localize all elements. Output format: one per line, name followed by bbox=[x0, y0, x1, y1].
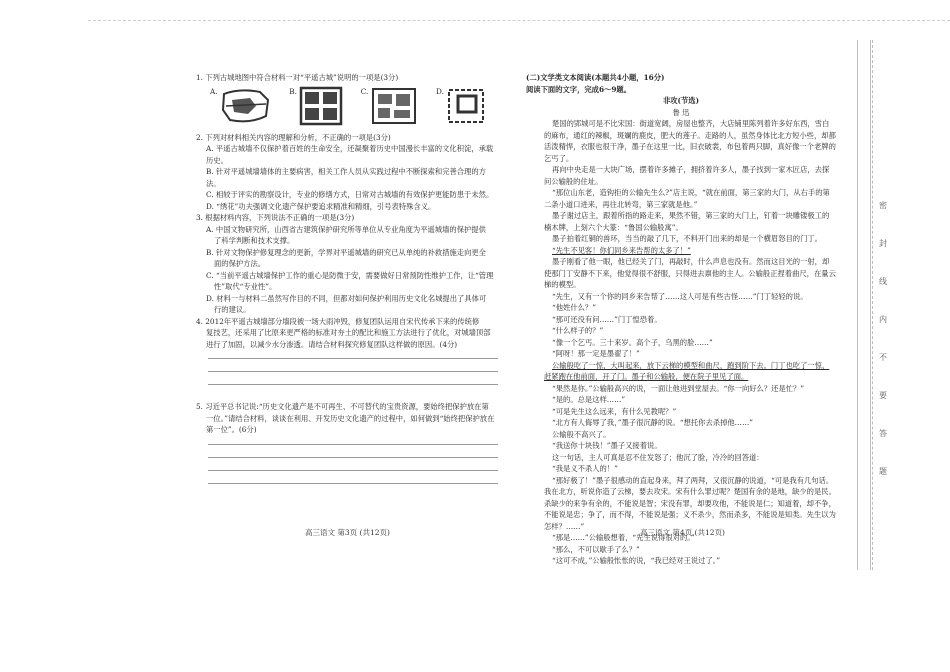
q2-option-c: C. 相较于评实的勘察设计，专业的修缮方式，日常对古城墙的有效保护更能防患于未然。 bbox=[206, 190, 494, 199]
map-option-c-label: C. bbox=[360, 86, 369, 96]
q4-line: 复技艺，还采用了比原来更严格的标准对夯土的配比和施工方法进行了优化，对城墙顶部 bbox=[206, 328, 491, 337]
passage-paragraph: “那好极了！”墨子很感动的直起身来，拜了两拜，又很沉静的说道，“可是我有几句话。我在北方，听说你造了云梯，要去攻宋。宋有什么罪过呢？楚国有余的是地，缺少的是民。杀缺少的来争有余的，不能说是智；宋没有罪，却要攻他，不能说是仁；知道着，却不争，不能说是忠；争了，而不得，不能说是强；义不杀少，然而杀多，不能说是知类。先生以为怎样？……” bbox=[544, 475, 836, 531]
map-b-icon bbox=[299, 86, 343, 126]
passage-paragraph: “是的。总是这样……” bbox=[552, 395, 626, 404]
seal-char: 不 bbox=[879, 353, 887, 362]
q3-line: 行的建议。 bbox=[214, 305, 251, 314]
passage-paragraph: “那可还没有问……”门丁惶恐着。 bbox=[552, 314, 662, 324]
section-heading: (二)文学类文本阅读(本题共4小题，16分) bbox=[526, 73, 665, 82]
passage-paragraph: “那么，不可以歇手了么？” bbox=[552, 544, 640, 554]
map-option-a-label: A. bbox=[210, 86, 218, 96]
q2-option-d: D. “绣花”功夫强调文化遗产保护要追求精准和精细，引号表特殊含义。 bbox=[206, 201, 436, 211]
passage-paragraph: “先生，又有一个你的同乡来告帮了……这人可是有些古怪……”门丁轻轻的说。 bbox=[552, 291, 808, 301]
q4-line: 4. 2012年平遥古城墙部分墙段被一场大雨冲毁，修复团队运用自宋代传承下来的传统修 bbox=[196, 316, 480, 326]
q2-option-b: B. 针对平遥城墙墙体的主要病害，相关工作人员从实践过程中不断探索和完善合理的方法。 bbox=[206, 167, 486, 188]
map-option-a bbox=[210, 86, 272, 130]
passage-paragraph: “阿呀！那一定是墨翟了！” bbox=[552, 349, 640, 358]
seal-line-notice bbox=[875, 200, 891, 504]
passage-paragraph: “可是先生这么远来，有什么见教呢？” bbox=[552, 406, 677, 416]
q3-line: 面的保护方法。 bbox=[214, 259, 266, 268]
q5-line: 一位。”请结合材料，谈谈在利用、开发历史文化遗产的过程中，如何做到“始终把保护放在 bbox=[206, 413, 495, 423]
q3-line: D. 材料一与材料二虽然写作目的不同，但都对如何保护利用历史文化名城提出了具体可 bbox=[206, 293, 487, 303]
right-page-footer: 高三语文 第4页 (共12页) bbox=[640, 528, 725, 537]
q3-line: C. “当前平遥古城墙保护工作的重心是防微于安，需要做好日常预防性维护工作，让“管理 bbox=[206, 270, 494, 280]
passage-paragraph: 这一句话，主人可真是忍不住发怒了；他沉了脸，冷冷的回答道： bbox=[552, 452, 764, 462]
q3-stem: 3. 根据材料内容，下列说法不正确的一项是(3分) bbox=[196, 213, 355, 222]
passage-title: 非攻(节选) bbox=[662, 96, 700, 105]
q1-maps bbox=[196, 84, 498, 132]
answer-line[interactable] bbox=[208, 462, 498, 471]
passage-paragraph: “像一个乞丐。三十来岁。高个子，乌黑的脸……” bbox=[552, 337, 713, 347]
seal-char: 线 bbox=[879, 277, 887, 286]
q3-line: 了科学判断和技术支撑。 bbox=[214, 236, 295, 245]
seal-dashed-line bbox=[872, 40, 873, 570]
passage-paragraph: “那位山东老，造钩拒的公输先生么?”店主说，“就在前面，第三家的大门，从右手的第二条小道口进来，再往北转弯，第三家就是他。” bbox=[544, 188, 830, 209]
seal-char: 答 bbox=[879, 429, 887, 438]
seal-char: 封 bbox=[879, 239, 887, 248]
map-option-b bbox=[289, 86, 343, 130]
passage-paragraph: 墨子拍着红铜的兽环，当当的敲了几下，不料开门出来的却是一个横眉怒目的门丁。 bbox=[552, 234, 822, 243]
map-option-c bbox=[361, 86, 419, 130]
passage-paragraph: “北方有人侮辱了我，”墨子很沉静的说。“想托你去杀掉他……” bbox=[552, 418, 753, 427]
answer-line[interactable] bbox=[208, 436, 498, 445]
left-page-footer: 高三语文 第3页 (共12页) bbox=[305, 528, 390, 537]
q1-stem: 1. 下列古城地图中符合材料一对“平遥古城”说明的一项是(3分) bbox=[196, 73, 399, 82]
answer-line[interactable] bbox=[208, 363, 498, 372]
q4-line: 进行了加固，以减少水分渗透。请结合材料探究修复团队这样做的原因。(4分) bbox=[206, 339, 458, 349]
map-c-icon bbox=[370, 86, 418, 126]
passage-paragraph-marked: 公输般吃了一惊，大叫起来，放下云梯的模型和曲尺，跑到阶下去。门丁也吃了一惊，赶紧跑在他前面，开了门。墨子和公输般，便在院子里见了面。 bbox=[544, 360, 830, 381]
passage-paragraph: “那是……”公输般想着，“先生说得很对的。” bbox=[552, 533, 695, 542]
q3-line: B. 针对文物保护修复理念的更新，学界对平遥城墙的研究已从单纯的补救措施走向更全 bbox=[206, 247, 486, 257]
answer-line[interactable] bbox=[208, 449, 498, 458]
passage-paragraph: “我送你十块钱！”墨子又接着说。 bbox=[552, 441, 662, 450]
seal-char: 内 bbox=[879, 315, 887, 324]
binding-strip bbox=[857, 40, 871, 570]
map-option-d bbox=[436, 86, 488, 130]
passage-paragraph: “这可不成，”公输般怅怅的说，“我已经对王说过了。” bbox=[552, 556, 721, 565]
top-dashed-line bbox=[88, 20, 950, 21]
passage-paragraph: “我是义不杀人的！” bbox=[552, 464, 618, 473]
q3-line: 性”取代“专业性”。 bbox=[214, 282, 277, 291]
passage-paragraph: 墨子刚看了他一眼，他已经关了门，再敲时，什么声息也没有。然而这目光的一射，却使那门丁安静不下来，他觉得很不舒服，只得进去禀他的主人。公输般正捏着曲尺，在量云梯的模型。 bbox=[544, 257, 836, 289]
answer-line[interactable] bbox=[208, 475, 498, 484]
passage-paragraph: 再向中央走是一大块广场，摆着许多摊子，拥挤着许多人，墨子找到一家木匠店，去探问公输般的住址。 bbox=[544, 165, 830, 186]
passage-paragraph: 楚国的郢城可是不比宋国：街道宽阔，房屋也整齐，大店铺里陈列着许多好东西，雪白的麻布，通红的辣椒，斑斓的鹿皮，肥大的莲子。走路的人，虽然身体比北方短小些，却都活泼精悍，衣服也很干净，墨子在这里一比，旧衣破裳，布包着两只脚，真好像一个老牌的乞丐了。 bbox=[544, 119, 836, 163]
map-a-icon bbox=[220, 86, 272, 126]
q2-stem: 2. 下列对材料相关内容的理解和分析，不正确的一项是(3分) bbox=[196, 132, 391, 142]
passage-paragraph: “他姓什么？” bbox=[552, 303, 596, 312]
answer-line[interactable] bbox=[208, 350, 498, 359]
q2-option-a: A. 平遥古城墙不仅保护着百姓的生命安全，还凝聚着历史中国漫长丰富的文化积淀，承载历史。 bbox=[206, 144, 494, 165]
passage-paragraph: “果然是你。”公输般高兴的说，一面让他进到堂屋去。“你一向好么？还是忙？” bbox=[552, 383, 805, 393]
q5-line: 第一位”。(6分) bbox=[206, 425, 257, 434]
q3-line: A. 中国文物研究所，山西省古建筑保护研究所等单位从专业角度为平遥城墙的保护提供 bbox=[206, 224, 486, 234]
left-page bbox=[196, 72, 498, 488]
q5-line: 5. 习近平总书记说:“历史文化遗产是不可再生、不可替代的宝贵资源，要始终把保护放在第 bbox=[196, 402, 489, 411]
passage-paragraph: 公输般不高兴了。 bbox=[552, 429, 611, 439]
seal-char: 题 bbox=[879, 467, 887, 476]
passage-paragraph: “什么样子的？” bbox=[552, 326, 604, 335]
right-page bbox=[526, 72, 836, 567]
passage-paragraph-marked: “先生不见客！你们同乡来告帮的太多了！” bbox=[552, 245, 691, 255]
seal-char: 密 bbox=[879, 201, 887, 210]
passage-author: 鲁 迅 bbox=[672, 107, 690, 117]
map-d-icon bbox=[446, 86, 488, 126]
map-option-d-label: D. bbox=[436, 86, 444, 96]
answer-line[interactable] bbox=[208, 376, 498, 385]
map-option-b-label: B. bbox=[289, 86, 297, 96]
passage-paragraph: 墨子谢过店主，跟着所指的路走来，果然不错，第三家的大门上，钉着一块雕镂极工的楠木牌，上刻六个大篆：“鲁国公输般寓”。 bbox=[544, 211, 830, 232]
seal-char: 要 bbox=[879, 391, 887, 400]
reading-instruction: 阅读下面的文字，完成6～9题。 bbox=[526, 84, 632, 94]
